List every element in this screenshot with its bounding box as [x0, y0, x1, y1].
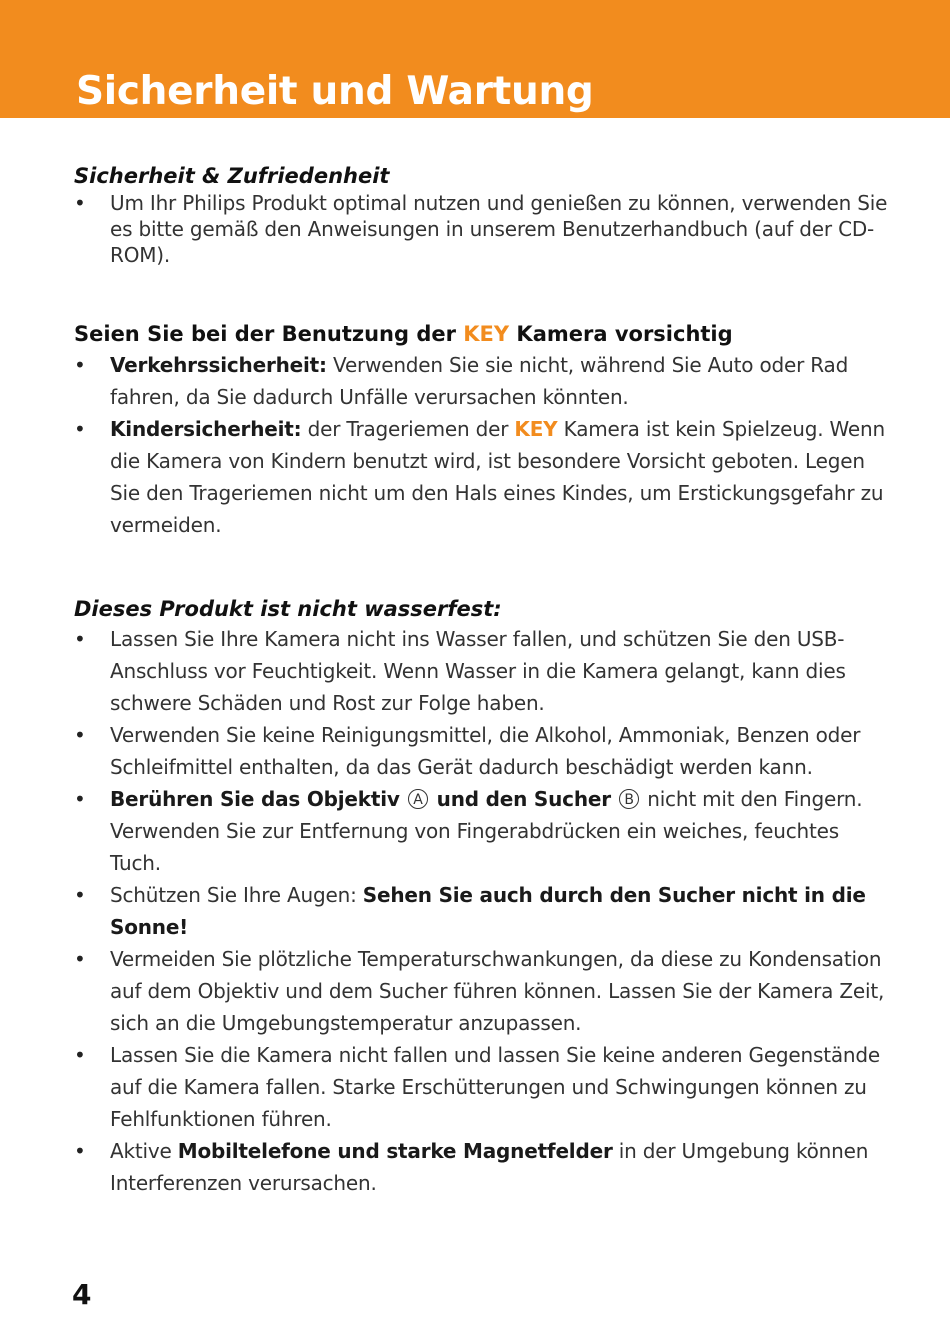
- list-item: • Schützen Sie Ihre Augen: Sehen Sie auch durch den Sucher nicht in die Sonne!: [74, 879, 894, 943]
- bullet-icon: •: [74, 191, 86, 215]
- page-title: Sicherheit und Wartung: [76, 69, 594, 114]
- bullet-list: [74, 623, 894, 1199]
- list-item: • Lassen Sie Ihre Kamera nicht ins Wasser fallen, und schützen Sie den USB-Anschluss vor Feuchtigkeit. Wenn Wasser in die Kamera gelangt, kann dies schwere Schäden und Rost zur Folge haben.: [74, 623, 894, 719]
- bullet-icon: •: [74, 1139, 86, 1163]
- list-item: • Um Ihr Philips Produkt optimal nutzen und genießen zu können, verwenden Sie es bitte gemäß den Anweisungen in unserem Benutzerhandbuch (auf der CD-ROM).: [74, 191, 888, 267]
- key-brand-text: KEY: [463, 322, 510, 346]
- list-item: • Verwenden Sie keine Reinigungsmittel, die Alkohol, Ammoniak, Benzen oder Schleifmittel enthalten, da das Gerät dadurch beschädigt werden kann.: [74, 719, 894, 783]
- section-heading: Seien Sie bei der Benutzung der KEY Kamera vorsichtig: [74, 322, 733, 346]
- document-body: [74, 162, 894, 1199]
- bullet-icon: •: [74, 417, 86, 441]
- list-item-traffic-safety: • Verkehrssicherheit: Verwenden Sie sie nicht, während Sie Auto oder Rad fahren, da Sie dadurch Unfälle verursachen könnten.: [74, 349, 894, 413]
- section-heading: Dieses Produkt ist nicht wasserfest:: [74, 597, 502, 621]
- bullet-list: [74, 349, 894, 541]
- page-number: 4: [72, 1278, 92, 1311]
- marker-a-icon: A: [408, 789, 428, 809]
- bullet-icon: •: [74, 787, 86, 811]
- marker-b-icon: B: [619, 789, 639, 809]
- bullet-icon: •: [74, 627, 86, 651]
- bullet-list: [74, 190, 894, 268]
- list-item: • Aktive Mobiltelefone und starke Magnetfelder in der Umgebung können Interferenzen verursachen.: [74, 1135, 894, 1199]
- bullet-icon: •: [74, 723, 86, 747]
- bullet-icon: •: [74, 1043, 86, 1067]
- bullet-icon: •: [74, 883, 86, 907]
- bullet-icon: •: [74, 947, 86, 971]
- key-brand-text: KEY: [514, 417, 558, 441]
- list-item: • Lassen Sie die Kamera nicht fallen und lassen Sie keine anderen Gegenstände auf die Kamera fallen. Starke Erschütterungen und Schwingungen können zu Fehlfunktionen führen.: [74, 1039, 894, 1135]
- bullet-icon: •: [74, 353, 86, 377]
- list-item: • Berühren Sie das Objektiv A und den Sucher B nicht mit den Fingern. Verwenden Sie zur Entfernung von Fingerabdrücken ein weiches, feuchtes Tuch.: [74, 783, 894, 879]
- list-item-child-safety: • Kindersicherheit: der Trageriemen der KEY Kamera ist kein Spielzeug. Wenn die Kamera von Kindern benutzt wird, ist besondere Vorsicht geboten. Legen Sie den Trageriemen nicht um den Hals eines Kindes, um Erstickungsgefahr zu vermeiden.: [74, 413, 894, 541]
- section-safety-satisfaction: [74, 162, 894, 268]
- section-not-waterproof: [74, 595, 894, 1199]
- list-item: • Vermeiden Sie plötzliche Temperaturschwankungen, da diese zu Kondensation auf dem Objektiv und dem Sucher führen können. Lassen Sie der Kamera Zeit, sich an die Umgebungstemperatur anzupassen.: [74, 943, 894, 1039]
- section-careful-use: [74, 319, 894, 541]
- header-banner: [0, 0, 950, 118]
- section-heading: Sicherheit & Zufriedenheit: [74, 164, 390, 188]
